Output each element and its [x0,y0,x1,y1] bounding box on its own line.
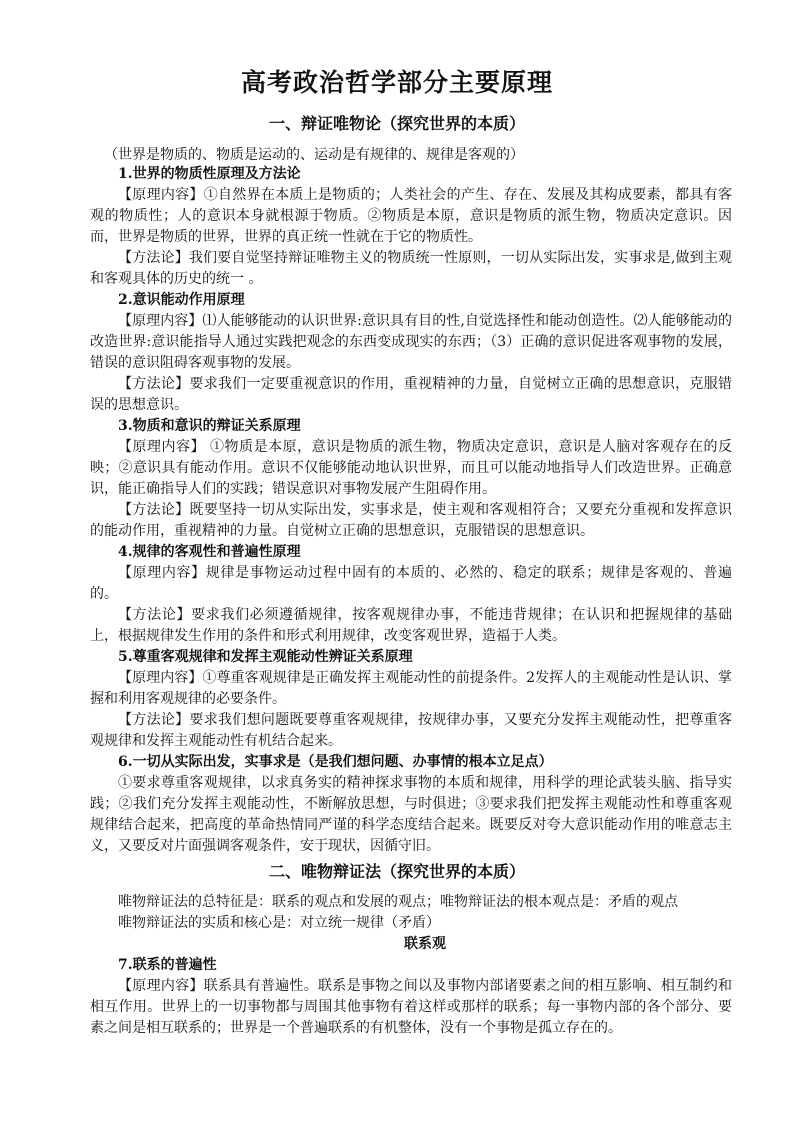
principle-paragraph-1: 【原理内容】①自然界在本质上是物质的；人类社会的产生、存在、发展及其构成要素，都具有客观的物质性；人的意识本身就根源于物质。②物质是本原，意识是物质的派生物，物质决定意识。因而，世界是物质的世界，世界的真正统一性就在于它的物质性。 [90,187,732,245]
subheading-7: 7.联系的普遍性 [118,957,217,973]
section-heading-2: 二、唯物辩证法（探究世界的本质） [268,862,525,881]
principle-paragraph-6: ①要求尊重客观规律，以求真务实的精神探求事物的本质和规律，用科学的理论武装头脑、指导实践；②我们充分发挥主观能动性，不断解放思想，与时俱进；③要求我们把发挥主观能动性和尊重客观规律结合起来，把高度的革命热情同严谨的科学态度结合起来。既要反对夸大意识能动作用的唯意志主义，又要反对片面强调客观条件，安于现状，因循守旧。 [90,775,732,854]
principle-paragraph-5: 【原理内容】①尊重客观规律是正确发挥主观能动性的前提条件。2发挥人的主观能动性是认识、掌握和利用客观规律的必要条件。 [90,670,732,707]
intro-line-2: 唯物辩证法的实质和核心是：对立统一规律（矛盾） [118,915,440,931]
section-2-body [90,892,732,1039]
principle-paragraph-7: 【原理内容】联系具有普遍性。联系是事物之间以及事物内部诸要素之间的相互影响、相互制约和相互作用。世界上的一切事物都与周围其他事物有着这样或那样的联系；每一事物内部的各个部分、要素之间是相互联系的；世界是一个普遍联系的有机整体，没有一个事物是孤立存在的。 [90,978,732,1036]
intro-line-1: 唯物辩证法的总特征是：联系的观点和发展的观点；唯物辩证法的根本观点是：矛盾的观点 [118,894,678,910]
subsection-title: 联系观 [404,936,446,952]
section-note: （世界是物质的、物质是运动的、运动是有规律的、规律是客观的） [104,147,524,163]
method-paragraph-4: 【方法论】要求我们必须遵循规律，按客观规律办事，不能违背规律；在认识和把握规律的基础上，根据规律发生作用的条件和形式利用规律，改变客观世界，造福于人类。 [90,607,732,644]
subheading-2: 2.意识能动作用原理 [118,292,245,308]
principle-paragraph-4: 【原理内容】规律是事物运动过程中固有的本质的、必然的、稳定的联系；规律是客观的、普遍的。 [90,565,732,602]
subheading-3: 3.物质和意识的辩证关系原理 [118,418,301,434]
section-heading-1: 一、辩证唯物论（探究世界的本质） [268,114,525,133]
method-paragraph-2: 【方法论】要求我们一定要重视意识的作用，重视精神的力量，自觉树立正确的思想意识，克服错误的思想意识。 [90,376,732,413]
principle-paragraph-3: 【原理内容】 ①物质是本原，意识是物质的派生物，物质决定意识，意识是人脑对客观存在的反映；②意识具有能动作用。意识不仅能够能动地认识世界，而且可以能动地指导人们改造世界。正确意识，能正确指导人们的实践；错误意识对事物发展产生阻碍作用。 [90,439,732,497]
subheading-6: 6.一切从实际出发，实事求是（是我们想问题、办事情的根本立足点） [118,754,553,770]
subheading-1: 1.世界的物质性原理及方法论 [118,166,301,182]
method-paragraph-5: 【方法论】要求我们想问题既要尊重客观规律，按规律办事，又要充分发挥主观能动性，把尊重客观规律和发挥主观能动性有机结合起来。 [90,712,732,749]
principle-paragraph-2: 【原理内容】⑴人能够能动的认识世界:意识具有目的性,自觉选择性和能动创造性。⑵人能够能动的改造世界:意识能指导人通过实践把观念的东西变成现实的东西；（3）正确的意识促进客观事物的发展，错误的意识阻碍客观事物的发展。 [90,313,732,371]
subheading-5: 5.尊重客观规律和发挥主观能动性辨证关系原理 [118,649,413,665]
page-title: 高考政治哲学部分主要原理 [240,68,553,97]
section-1-body [90,164,732,857]
method-paragraph-1: 【方法论】我们要自觉坚持辩证唯物主义的物质统一性原则，一切从实际出发，实事求是,做到主观和客观具体的历史的统一 。 [90,250,732,287]
subheading-4: 4.规律的客观性和普遍性原理 [118,544,301,560]
method-paragraph-3: 【方法论】既要坚持一切从实际出发，实事求是，使主观和客观相符合；又要充分重视和发挥意识的能动作用，重视精神的力量。自觉树立正确的思想意识，克服错误的思想意识。 [90,502,732,539]
